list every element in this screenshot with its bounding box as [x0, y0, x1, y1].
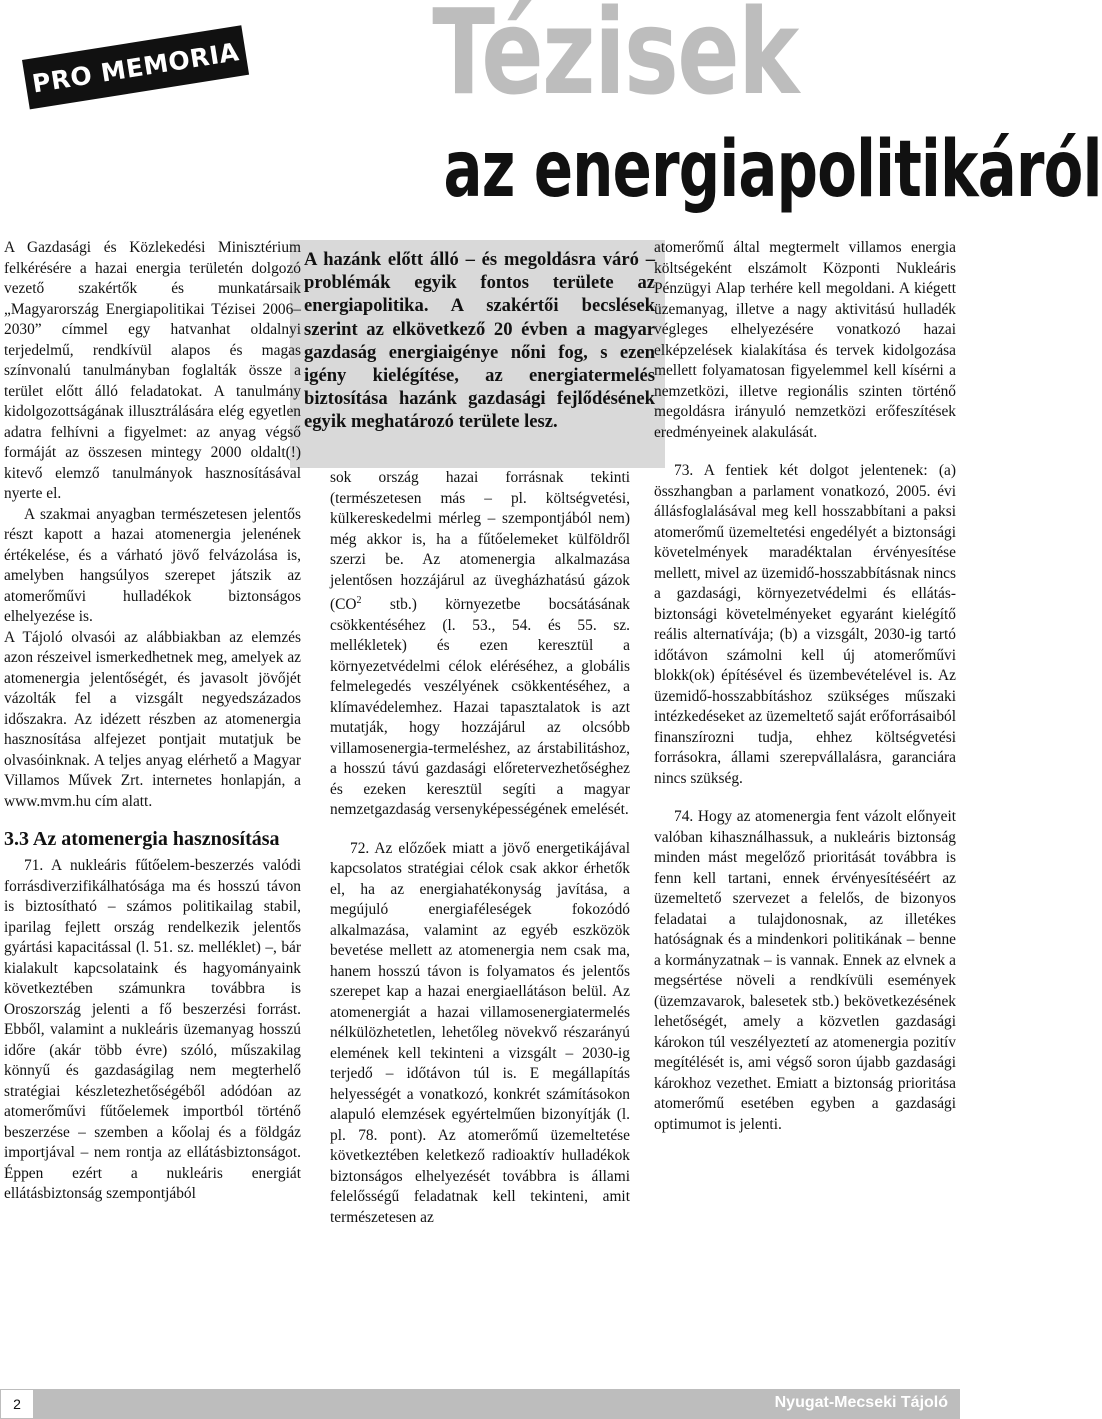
paragraph-72: 72. Az előzőek miatt a jövő energetikájával kapcsolatos stratégiai célok csak akkor érhetők el, ha az energiahatékonyság javítása, a megújuló energiaféleségek fokozódó alkalmazása, valamint az egyéb eszközök bevetése mellett az atomenergia nem csak ma, hanem hosszú távon is folyamatos és jelentős szerepet kap a hazai energiaellátáson belül. Az atomenergiát a hazai villamosenergiatermelés nélkülözhetetlen, lehetőleg növekvő részarányú elemének kell tekinteni a vizsgált – 2030-ig terjedő – időtávon túl is. E megállapítás helyességét a vonatkozó, konkrét számításokon alapuló elemzések egyértelműen bizonyítják (l. pl. 78. pont). Az atomerőmű üzemeltetése következtében keletkező radioaktív hulladékok biztonságos elhelyezését továbbra is állami felelősségű feladatnak kell tekinteni, amit természetesen az	[330, 839, 630, 1226]
paragraph-73: 73. A fentiek két dolgot jelentenek: (a) összhangban a parlament vonatkozó, 2005. évi állásfoglalásával meg kell hosszabbítani a paksi atomerőmű üzemeltetési engedélyét a biztonsági követelmények maradéktalan érvényesítése mellett, mivel az üzemidő-hosszabbításnak nincs a gazdasági, környezetvédelmi és ellátás-biztonsági követelményeket egyaránt kielégítő reális alternatívája; (b) a vizsgált, 2030-ig tartó időtávon számolni kell új atomerőművi blokk(ok) építésével és üzembevételével is. Az üzemidő-hosszabbításhoz szükséges műszaki intézkedéseket az üzemeltető saját erőforrásaiból finanszírozni tudja, ehhez költségvetési forrásokra, állami szerepvállalásra, garanciára nincs szükség.	[654, 462, 956, 787]
paragraph: A szakmai anyagban természetesen jelentős részt kapott a hazai atomenergia jelenének értékelése, és a várható jövő felvázolása is, amelyben hangsúlyos szerepet játszik az atomerőművi hulladékok biztonságos elhelyezése is.	[4, 505, 301, 625]
column-2	[330, 468, 630, 1228]
paragraph-74: 74. Hogy az atomenergia fent vázolt előnyeit valóban kihasználhassuk, a nukleáris biztonság minden mást megelőző prioritását továbbra is fenn kell tartani, ennek érvényesítéséért az üzemeltető szervezet a felelős, de bizonyos feladatai a tulajdonosnak, az illetékes hatóságnak és a mindenkori politikának – benne a kormányzatnak – is vannak. Ennek az elvnek a megsértése növeli a rendkívüli események (üzemzavarok, balesetek stb.) bekövetkezésének lehetőségét, amely a közvetlen gazdasági károkon túl veszélyeztetí az atomenergia pozitív megítélését is, ami végső soron újabb gazdasági károkhoz vezethet. Emiatt a biztonság prioritása atomerőmű esetében egyben a gazdasági optimumot is jelenti.	[654, 808, 956, 1133]
pullquote-box	[290, 240, 665, 468]
paragraph-part: stb.) környezetbe bocsátásának csökkentéséhez (l. 53., 54. és 55. sz. mellékletek) és ezen keresztül a környezetvédelmi célok eléréséhez, a globális felmelegedés veszélyének csökkentéséhez, a klímavédelemhez. Hazai tapasztalatok is azt mutatják, hogy hozzájárul az olcsóbb villamosenergia-termeléshez, az árstabilitáshoz, a hosszú távú gazdasági előretervezhetőséghez és ezeken keresztül segíti a magyar nemzetgazdaság versenyképességének emelését.	[330, 596, 630, 819]
paragraph-part: sok ország hazai forrásnak tekinti (természetesen más – pl. költségvetési, külkereskedelmi mérleg – szempontjából nem) még akkor is, ha a fűtőelemeket külföldről szerzi be. Az atomenergia alkalmazása jelentősen hozzájárul az üvegházhatású gázok (CO	[330, 469, 630, 614]
paragraph: atomerőmű által megtermelt villamos energia költségeként elszámolt Központi Nukleáris Pénzügyi Alap terhére kell megoldani. A kiégett üzemanyag, illetve a nagy aktivitású hulladék végleges elhelyezésére vonatkozó hazai elképzelések kialakítása és tervek kidolgozása mellett folyamatosan figyelemmel kell kísérni a nemzetközi, illetve regionális szinten történő megoldásra irányuló nemzetközi erőfeszítések eredményeinek alakulását.	[654, 239, 956, 441]
footer-bar	[0, 1389, 960, 1419]
section-heading: 3.3 Az atomenergia hasznosítása	[4, 828, 280, 850]
page-subtitle: az energiapolitikáról	[443, 125, 1102, 215]
pro-memoria-badge	[22, 25, 249, 109]
page-number: 2	[0, 1389, 34, 1419]
column-1	[4, 238, 301, 1205]
subscript-2: 2	[356, 595, 362, 606]
paragraph-71: 71. A nukleáris fűtőelem-beszerzés valódi forrásdiverzifikálhatósága ma és hosszú távon is biztosítható – számos politikailag stabil, iparilag fejlett ország rendelkezik jelentős gyártási kapacitással (l. 51. sz. melléklet) –, bár kialakult kapcsolataink és hagyományaink következtében számunkra továbbra is Oroszország jelenti a fő beszerzési forrást. Ebből, valamint a nukleáris üzemanyag hosszú időre (akár több évre) szóló, műszakilag könnyű és gazdaságilag nem megterhelő stratégiai készletezhetőségéből adódóan az atomerőművi fűtőelemek importból történő beszerzése – szemben a kőolaj és a földgáz importjával – nem rontja az ellátásbiztonságot. Éppen ezért a nukleáris energiát ellátásbiztonság szempontjából	[4, 857, 301, 1202]
intro-paragraph: A Gazdasági és Közlekedési Minisztérium felkérésére a hazai energia területén dolgozó vezető szakértők és munkatársaik „Magyarország Energiapolitikai Tézisei 2006–2030” címmel egy hatvanhat oldalnyi terjedelmű, rendkívül alapos és magas színvonalú tanulmányban foglalták össze a terület előtt álló feladatokat. A tanulmány kidolgozottságának illusztrálására elég egyetlen adatra felhívni a figyelmet: az anyag végső formáját az összesen mintegy 2000 oldalt(!) kitevő elemző tanulmányok hasznosításával nyerte el.	[4, 239, 301, 502]
paragraph	[330, 468, 630, 821]
pullquote-text: A hazánk előtt álló – és megoldásra váró – problémák egyik fontos területe az energiapolitika. A szakértői becslések szerint az elkövetkező 20 évben a magyar gazdaság energiaigénye nőni fog, s ezen igény kielégítése, az energiatermelés biztosítása hazánk gazdasági fejlődésének egyik meghatározó területe lesz.	[304, 249, 655, 433]
badge-label: PRO MEMORIA	[30, 36, 242, 98]
page-title: Tézisek	[432, 0, 798, 121]
paragraph: A Tájoló olvasói az alábbiakban az elemzés azon részeivel ismerkedhetnek meg, amelyek az atomenergia jelentőségét, és javasolt jövőjét vázolták fel a vizsgált negyedszázados időszakra. Az idézett részben az atomenergia hasznosítása alfejezet pontjait mutatjuk be olvasóinknak. A teljes anyag elérhető a Magyar Villamos Művek Zrt. internetes honlapján, a www.mvm.hu cím alatt.	[4, 628, 301, 810]
magazine-name: Nyugat-Mecseki Tájoló	[774, 1394, 948, 1411]
column-3	[654, 238, 956, 1135]
